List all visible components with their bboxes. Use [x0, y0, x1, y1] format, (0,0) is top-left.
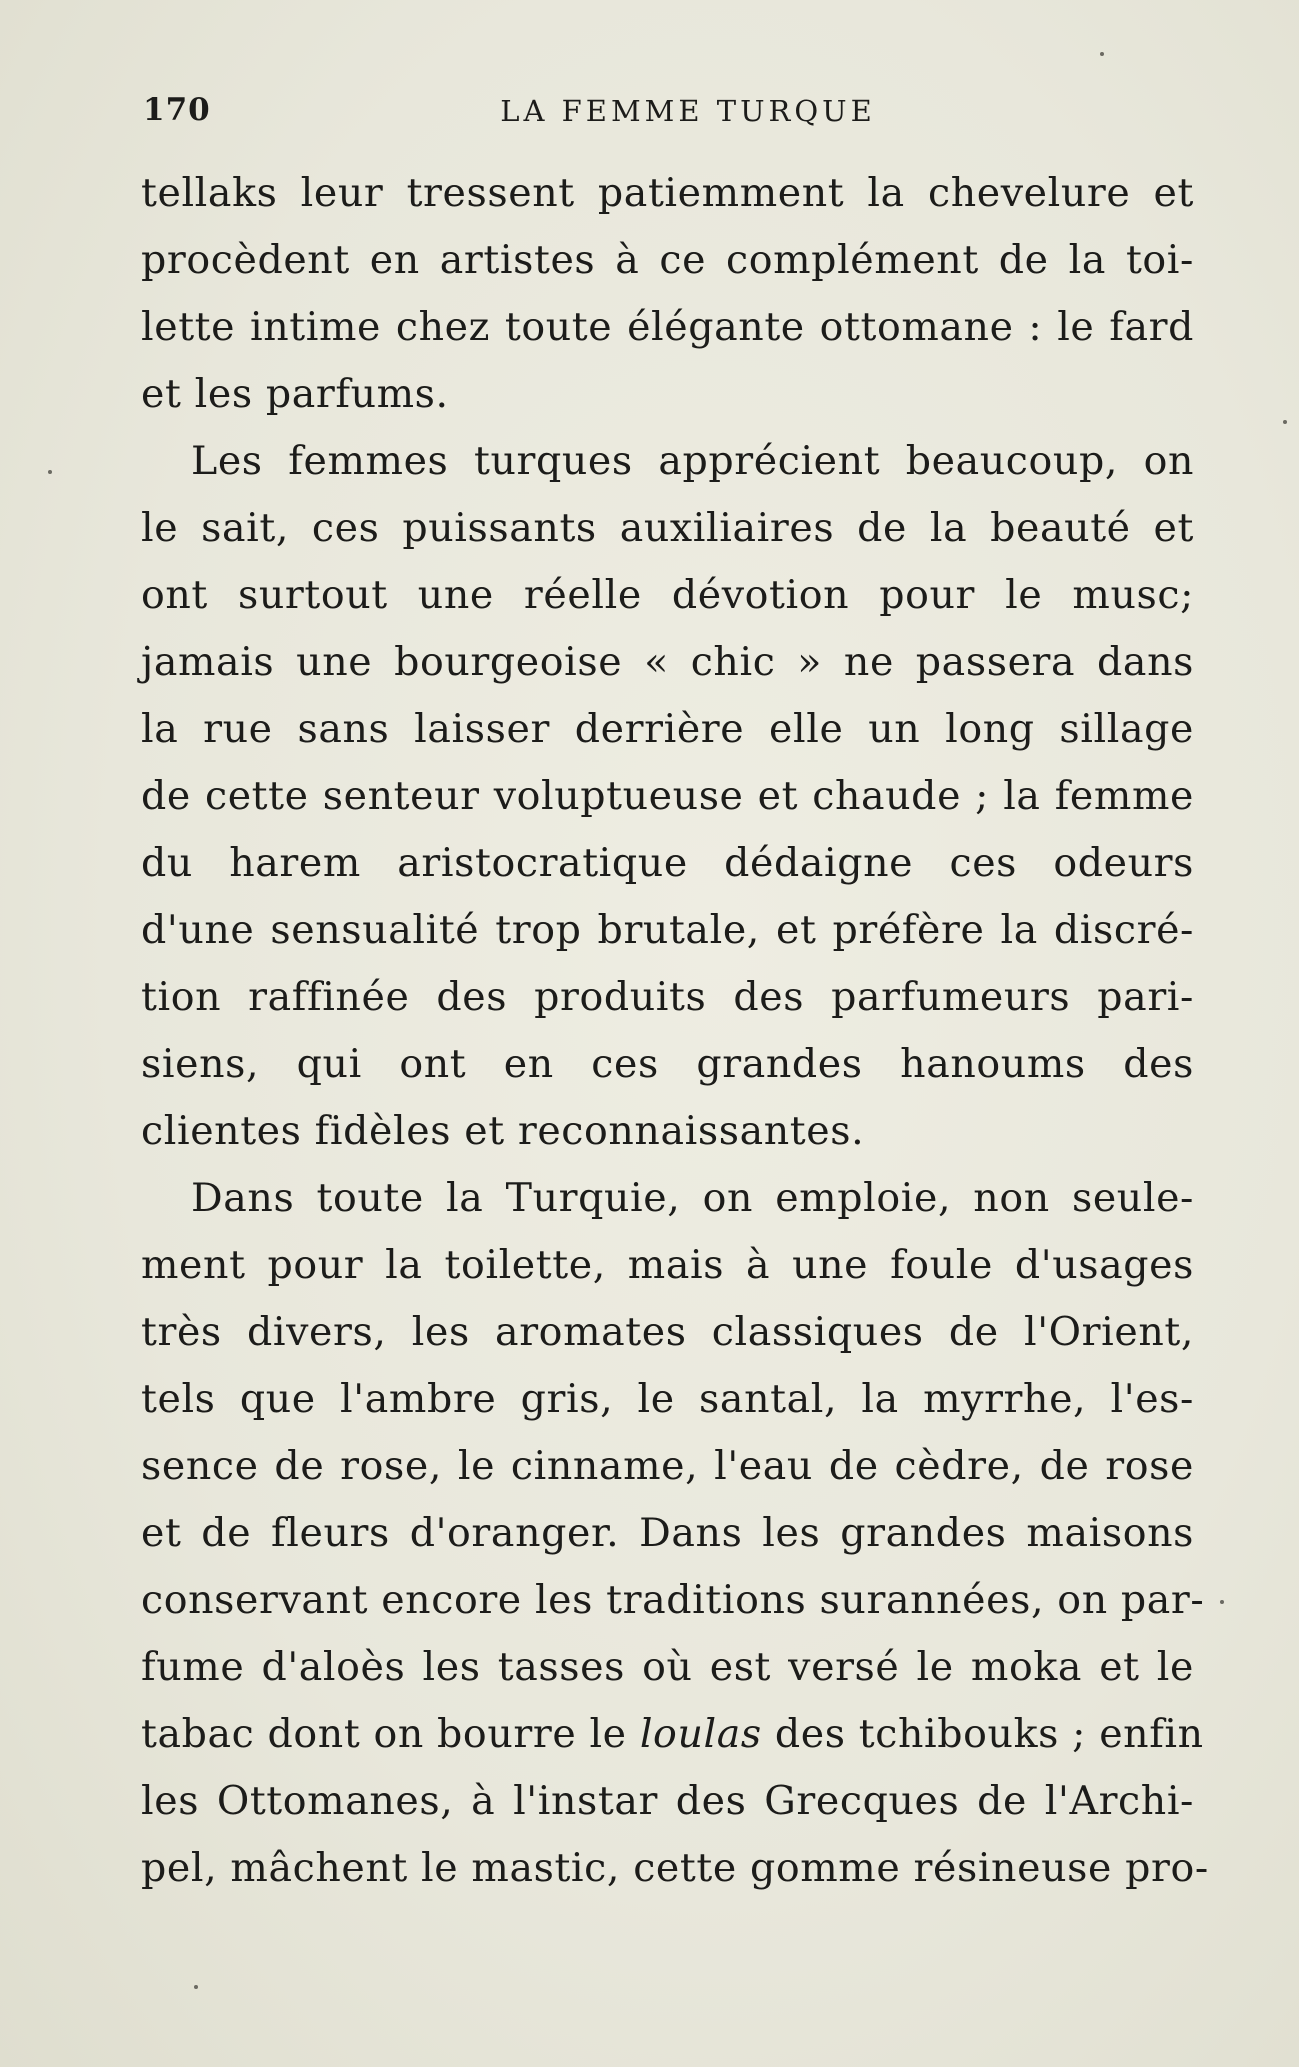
paper-speck — [1100, 52, 1104, 56]
text-line — [141, 1701, 1204, 1768]
paper-speck — [1283, 420, 1287, 424]
text-line: et de fleurs d'oranger. Dans les grandes maisons — [141, 1510, 1194, 1556]
paper-speck — [194, 1985, 198, 1989]
text-line: Les femmes turques apprécient beaucoup, on — [191, 438, 1194, 484]
page-number: 170 — [143, 92, 211, 128]
text-line: procèdent en artistes à ce complément de la toi- — [141, 237, 1194, 283]
text-line: la rue sans laisser derrière elle un long sillage — [141, 706, 1194, 752]
text-line: d'une sensualité trop brutale, et préfère la discré- — [141, 907, 1194, 953]
text-line: et les parfums. — [141, 371, 449, 417]
text-line: du harem aristocratique dédaigne ces odeurs — [141, 840, 1194, 886]
text-segment: des tchibouks ; enfin — [774, 1711, 1204, 1757]
text-line: sence de rose, le cinname, l'eau de cèdre, de rose — [141, 1443, 1194, 1489]
paper-speck — [48, 470, 52, 474]
text-line: de cette senteur voluptueuse et chaude ; la femme — [141, 773, 1194, 819]
running-head: LA FEMME TURQUE — [500, 94, 876, 128]
text-line: fume d'aloès les tasses où est versé le moka et le — [141, 1644, 1194, 1690]
page-header — [143, 92, 1193, 136]
text-line: jamais une bourgeoise « chic » ne passera dans — [141, 639, 1194, 685]
text-line: le sait, ces puissants auxiliaires de la beauté et — [141, 505, 1194, 551]
italic-word: loulas — [639, 1711, 762, 1757]
paper-speck — [1220, 1600, 1224, 1604]
text-line: Dans toute la Turquie, on emploie, non seule- — [191, 1175, 1194, 1221]
text-line: lette intime chez toute élégante ottomane : le fard — [141, 304, 1194, 350]
text-line: tellaks leur tressent patiemment la chevelure et — [141, 170, 1194, 216]
text-line: pel, mâchent le mastic, cette gomme résineuse pro- — [141, 1845, 1209, 1891]
text-line: tion raffinée des produits des parfumeurs pari- — [141, 974, 1194, 1020]
text-line: clientes fidèles et reconnaissantes. — [141, 1108, 865, 1154]
text-line: conservant encore les traditions surannées, on par- — [141, 1577, 1205, 1623]
text-segment: tabac dont on bourre le — [141, 1711, 627, 1757]
text-line: siens, qui ont en ces grandes hanoums des — [141, 1041, 1194, 1087]
text-line: très divers, les aromates classiques de l'Orient, — [141, 1309, 1194, 1355]
text-line: tels que l'ambre gris, le santal, la myrrhe, l'es- — [141, 1376, 1194, 1422]
body-text — [141, 160, 1209, 1902]
text-line: ont surtout une réelle dévotion pour le musc; — [141, 572, 1194, 618]
text-line: les Ottomanes, à l'instar des Grecques de l'Archi- — [141, 1778, 1194, 1824]
text-line: ment pour la toilette, mais à une foule d'usages — [141, 1242, 1194, 1288]
